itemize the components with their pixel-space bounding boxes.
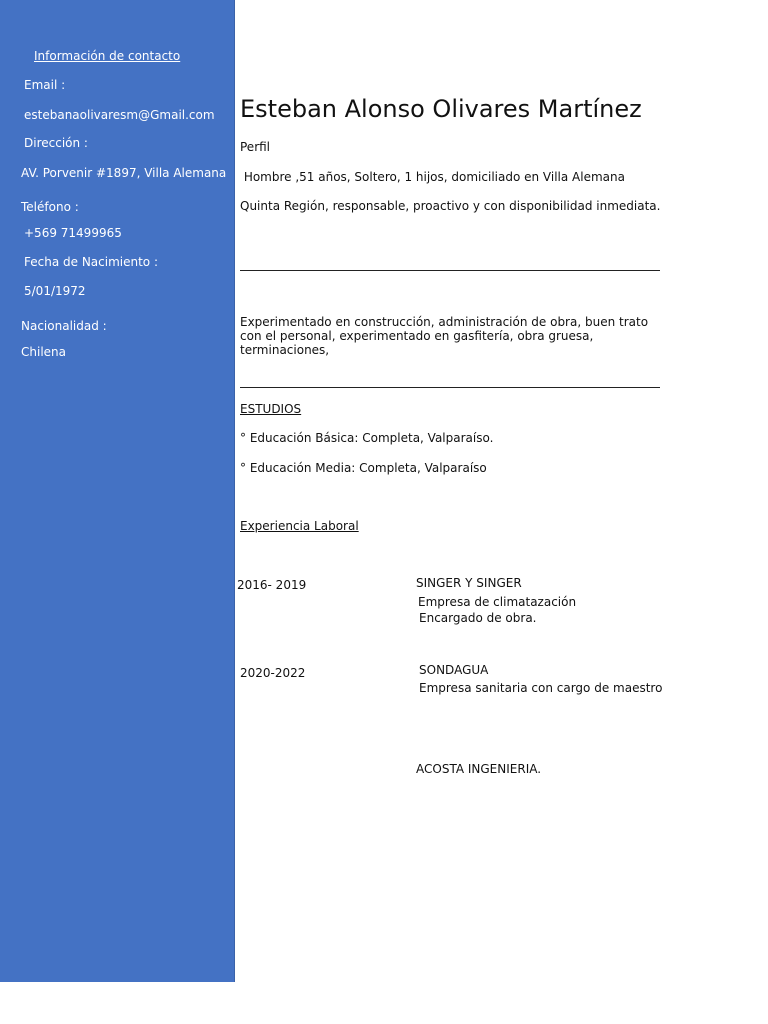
- job-company: SINGER Y SINGER: [416, 576, 522, 590]
- studies-heading: ESTUDIOS: [240, 402, 302, 416]
- work-heading: Experiencia Laboral: [240, 519, 359, 533]
- job-role: Encargado de obra.: [419, 611, 537, 625]
- contact-sidebar: [0, 0, 235, 982]
- address-value: AV. Porvenir #1897, Villa Alemana: [21, 166, 227, 180]
- email-label: Email :: [24, 78, 66, 92]
- page-title: Esteban Alonso Olivares Martínez: [240, 95, 642, 123]
- study-item: ° Educación Básica: Completa, Valparaíso.: [240, 431, 494, 445]
- divider: [240, 387, 660, 388]
- experience-summary: Experimentado en construcción, administración de obra, buen trato con el personal, experimentado en gasfitería, obra gruesa, terminaciones,: [240, 315, 649, 357]
- job-years: 2020-2022: [240, 666, 306, 680]
- job-company: ACOSTA INGENIERIA.: [416, 762, 542, 776]
- contact-heading: Información de contacto: [34, 49, 181, 63]
- profile-line-2: Quinta Región, responsable, proactivo y con disponibilidad inmediata.: [240, 199, 661, 213]
- divider: [240, 270, 660, 271]
- email-value: estebanaolivaresm@Gmail.com: [24, 108, 215, 122]
- profile-line-1: Hombre ,51 años, Soltero, 1 hijos, domiciliado en Villa Alemana: [240, 170, 625, 184]
- nationality-label: Nacionalidad :: [21, 319, 107, 333]
- profile-heading: Perfil: [240, 140, 271, 154]
- birth-value: 5/01/1972: [24, 284, 86, 298]
- job-description: Empresa de climatazación: [418, 595, 577, 609]
- job-years: 2016- 2019: [237, 578, 307, 592]
- phone-value: +569 71499965: [24, 226, 122, 240]
- address-label: Dirección :: [24, 136, 88, 150]
- study-item: ° Educación Media: Completa, Valparaíso: [240, 461, 487, 475]
- birth-label: Fecha de Nacimiento :: [24, 255, 158, 269]
- job-description: Empresa sanitaria con cargo de maestro: [419, 681, 663, 695]
- job-company: SONDAGUA: [419, 663, 489, 677]
- phone-label: Teléfono :: [21, 200, 79, 214]
- nationality-value: Chilena: [21, 345, 66, 359]
